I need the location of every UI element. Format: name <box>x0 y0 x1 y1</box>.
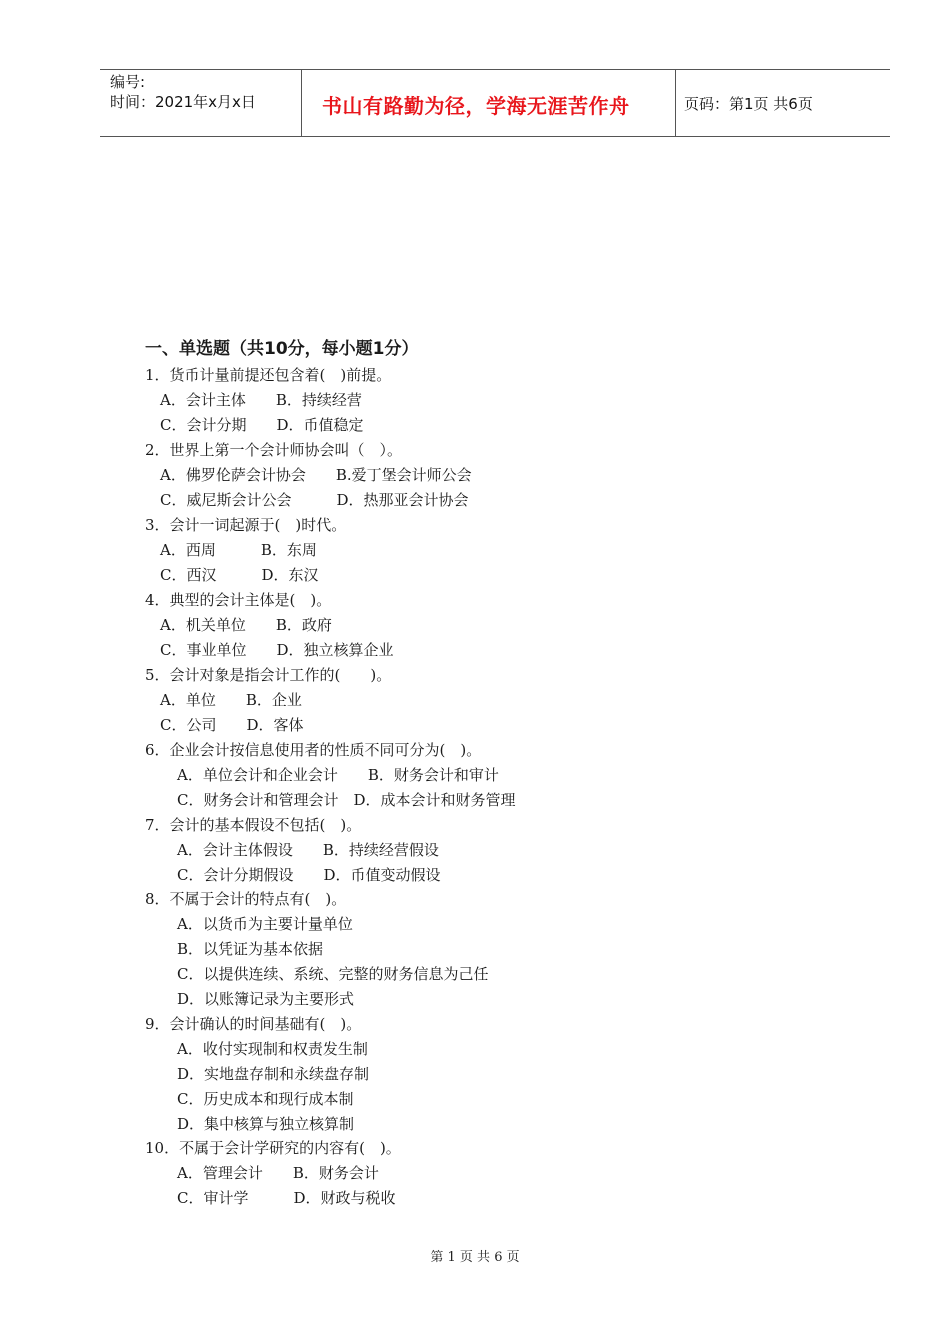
option-line: A．会计主体假设 B．持续经营假设 <box>177 841 439 859</box>
option-line: C．会计分期 D．币值稳定 <box>160 416 364 434</box>
section-title: 一、单选题（共10分，每小题1分） <box>145 339 419 359</box>
question-3: 3．会计一词起源于( )时代。 <box>145 516 347 534</box>
option-line: B．以凭证为基本依据 <box>177 940 324 958</box>
option-line: A．佛罗伦萨会计协会 B.爱丁堡会计师公会 <box>160 466 472 484</box>
option-line: C．事业单位 D．独立核算企业 <box>160 641 394 659</box>
page-footer: 第 1 页 共 6 页 <box>430 1250 520 1265</box>
option-line: A．以货币为主要计量单位 <box>177 915 353 933</box>
option-line: A．单位会计和企业会计 B．财务会计和审计 <box>177 766 499 784</box>
header-top-border <box>100 69 890 70</box>
question-2: 2．世界上第一个会计师协会叫（ ）。 <box>145 441 403 459</box>
option-line: C．会计分期假设 D．币值变动假设 <box>177 866 441 884</box>
question-1: 1．货币计量前提还包含着( )前提。 <box>145 366 392 384</box>
option-line: A．机关单位 B．政府 <box>160 616 332 634</box>
option-line: D．集中核算与独立核算制 <box>177 1115 355 1133</box>
option-line: A．管理会计 B．财务会计 <box>177 1164 379 1182</box>
header-bottom-border <box>100 136 890 137</box>
serial-label: 编号: <box>110 73 146 91</box>
question-5: 5．会计对象是指会计工作的( )。 <box>145 666 392 684</box>
option-line: A．单位 B．企业 <box>160 691 302 709</box>
option-line: C．以提供连续、系统、完整的财务信息为己任 <box>177 965 489 983</box>
option-line: A．收付实现制和权责发生制 <box>177 1040 368 1058</box>
option-line: A．西周 B．东周 <box>160 541 317 559</box>
motto: 书山有路勤为径，学海无涯苦作舟 <box>322 94 630 118</box>
question-10: 10．不属于会计学研究的内容有( )。 <box>145 1139 401 1157</box>
question-8: 8．不属于会计的特点有( )。 <box>145 890 347 908</box>
question-7: 7．会计的基本假设不包括( )。 <box>145 816 362 834</box>
page-code: 页码：第1页 共6页 <box>684 95 813 113</box>
option-line: C．公司 D．客体 <box>160 716 304 734</box>
option-line: D．实地盘存制和永续盘存制 <box>177 1065 370 1083</box>
option-line: D．以账簿记录为主要形式 <box>177 990 355 1008</box>
question-4: 4．典型的会计主体是( )。 <box>145 591 332 609</box>
time-label: 时间：2021年x月x日 <box>110 93 256 111</box>
option-line: C．审计学 D．财政与税收 <box>177 1189 396 1207</box>
option-line: C．威尼斯会计公会 D．热那亚会计协会 <box>160 491 469 509</box>
option-line: C．西汉 D．东汉 <box>160 566 319 584</box>
question-6: 6．企业会计按信息使用者的性质不同可分为( )。 <box>145 741 482 759</box>
header-divider-right <box>675 69 676 136</box>
option-line: A．会计主体 B．持续经营 <box>160 391 362 409</box>
option-line: C．历史成本和现行成本制 <box>177 1090 354 1108</box>
option-line: C．财务会计和管理会计 D．成本会计和财务管理 <box>177 791 516 809</box>
question-9: 9．会计确认的时间基础有( )。 <box>145 1015 362 1033</box>
header-divider-left <box>301 69 302 136</box>
